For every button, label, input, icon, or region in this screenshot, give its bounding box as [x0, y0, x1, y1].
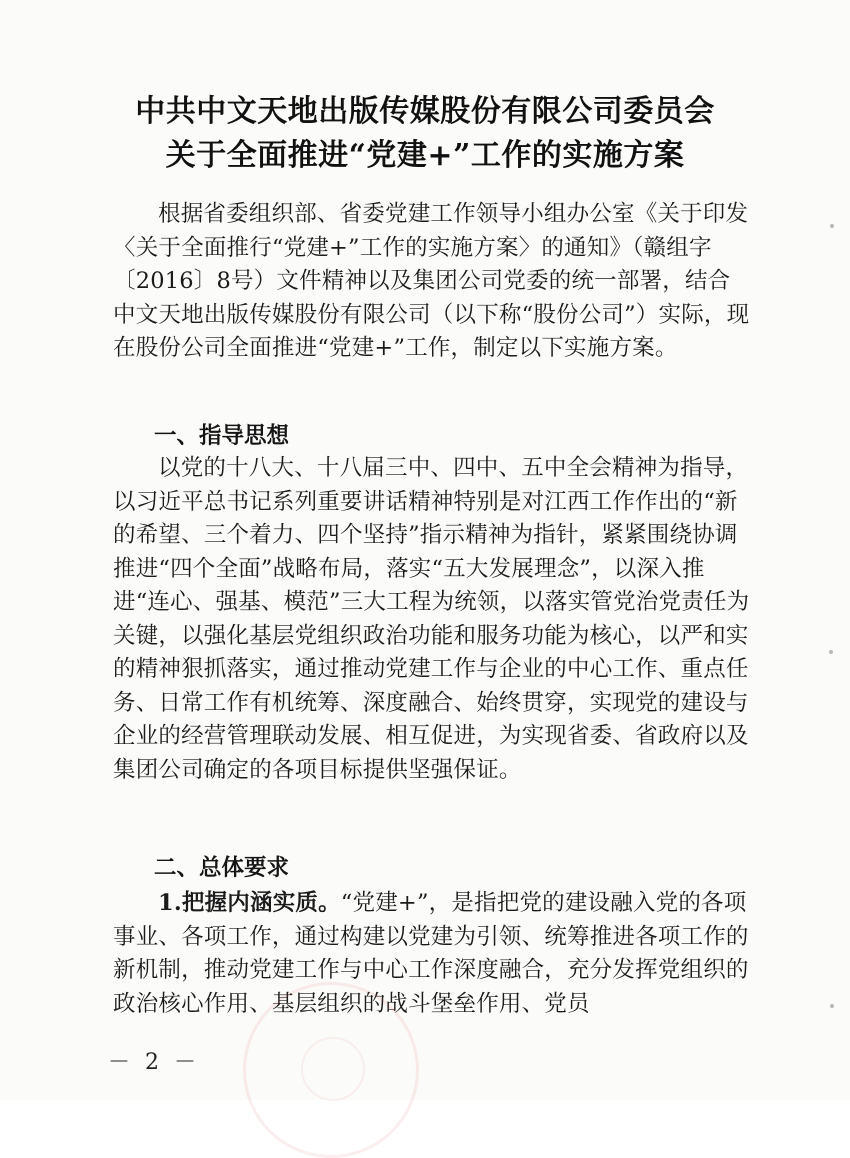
seal-inner-ring [301, 1037, 365, 1101]
overall-requirements-paragraph [113, 887, 753, 1021]
section-heading-guiding-thought: 一、指导思想 [154, 423, 290, 449]
requirement-1-lead: 1.把握内涵实质。 [158, 890, 341, 916]
document-title-line-2: 关于全面推进“党建+”工作的实施方案 [165, 138, 685, 173]
binding-hole-mark [829, 650, 833, 654]
section-heading-overall-requirements: 二、总体要求 [154, 855, 290, 881]
requirement-1-text: “党建+”，是指把党的建设融入党的各项事业、各项工作，通过构建以党建为引领、统筹推进各项工作的新机制，推动党建工作与中心工作深度融合，充分发挥党组织的政治核心作用、基层组织的战斗堡垒作用、党员 [113, 890, 749, 1017]
red-seal-ghost [243, 982, 419, 1158]
binding-hole-mark [830, 224, 834, 228]
document-title-line-1: 中共中文天地出版传媒股份有限公司委员会 [135, 94, 715, 129]
guiding-thought-paragraph: 以党的十八大、十八届三中、四中、五中全会精神为指导，以习近平总书记系列重要讲话精神特别是对江西工作作出的“新的希望、三个着力、四个坚持”指示精神为指针，紧紧围绕协调推进“四个全面”战略布局，落实“五大发展理念”，以深入推进“连心、强基、模范”三大工程为统领，以落实管党治党责任为关键，以强化基层党组织政治功能和服务功能为核心，以严和实的精神狠抓落实，通过推动党建工作与企业的中心工作、重点任务、日常工作有机统筹、深度融合、始终贯穿，实现党的建设与企业的经营管理联动发展、相互促进，为实现省委、省政府以及集团公司确定的各项目标提供坚强保证。 [113, 455, 750, 783]
intro-paragraph: 根据省委组织部、省委党建工作领导小组办公室《关于印发〈关于全面推行“党建+”工作的实施方案〉的通知》（赣组字〔2016〕8号）文件精神以及集团公司党委的统一部署，结合中文天地出版传媒股份有限公司（以下称“股份公司”）实际，现在股份公司全面推进“党建+”工作，制定以下实施方案。 [113, 201, 750, 361]
page-number: － 2 － [108, 1050, 200, 1075]
binding-hole-mark [830, 1004, 834, 1008]
